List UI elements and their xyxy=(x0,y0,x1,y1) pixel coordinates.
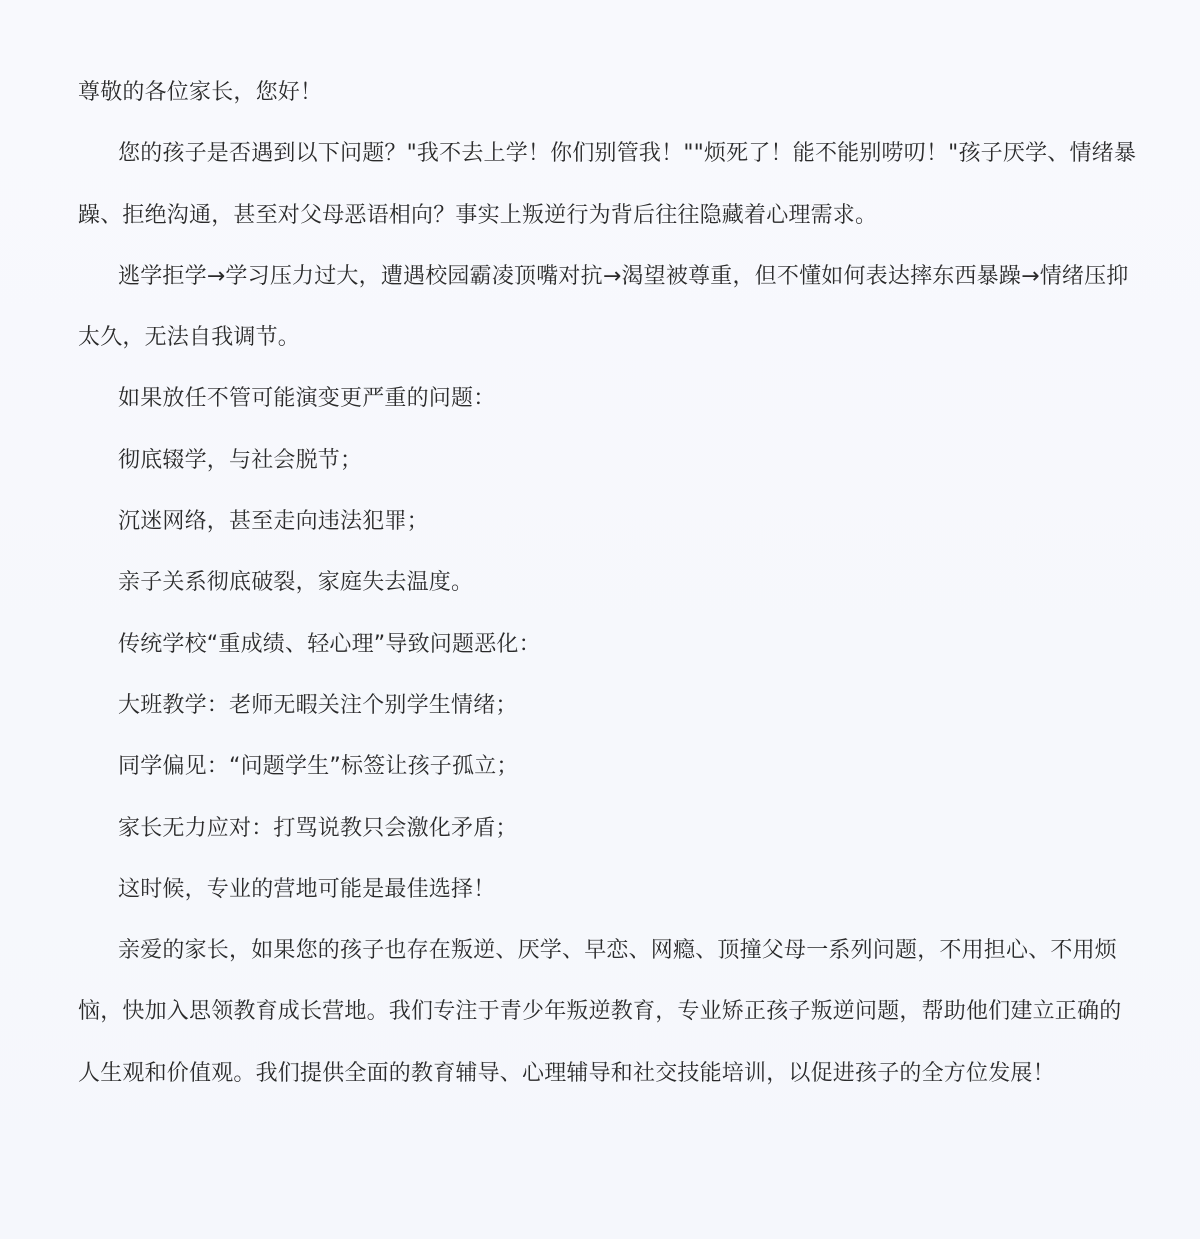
list-item-large-class: 大班教学：老师无暇关注个别学生情绪； xyxy=(118,692,518,718)
list-item-parents-helpless: 家长无力应对：打骂说教只会激化矛盾； xyxy=(118,815,518,841)
list-item-dropout: 彻底辍学，与社会脱节； xyxy=(118,447,363,473)
paragraph-best-choice: 这时候，专业的营地可能是最佳选择！ xyxy=(118,876,496,902)
list-item-internet-addiction: 沉迷网络，甚至走向违法犯罪； xyxy=(118,509,429,535)
paragraph-school-issues-heading: 传统学校“重成绩、轻心理”导致问题恶化： xyxy=(118,631,541,657)
paragraph-consequences-heading: 如果放任不管可能演变更严重的问题： xyxy=(118,386,496,412)
paragraph-causes: 逃学拒学→学习压力过大，遭遇校园霸凌顶嘴对抗→渴望被尊重，但不懂如何表达摔东西暴躁→情绪压抑太久，无法自我调节。 xyxy=(78,263,1129,351)
list-item-peer-bias: 同学偏见：“问题学生”标签让孩子孤立； xyxy=(118,754,519,780)
list-item-family-breakdown: 亲子关系彻底破裂，家庭失去温度。 xyxy=(118,570,474,596)
paragraph-problems-intro: 您的孩子是否遇到以下问题？"我不去上学！你们别管我！""烦死了！能不能别唠叨！"孩子厌学、情绪暴躁、拒绝沟通，甚至对父母恶语相向？事实上叛逆行为背后往往隐藏着心理需求。 xyxy=(78,141,1137,228)
greeting: 尊敬的各位家长，您好！ xyxy=(78,80,323,105)
paragraph-camp-introduction: 亲爱的家长，如果您的孩子也存在叛逆、厌学、早恋、网瘾、顶撞父母一系列问题，不用担心、不用烦恼，快加入思领教育成长营地。我们专注于青少年叛逆教育，专业矫正孩子叛逆问题，帮助他们建立正确的人生观和价值观。我们提供全面的教育辅导、心理辅导和社交技能培训，以促进孩子的全方位发展！ xyxy=(78,938,1122,1086)
